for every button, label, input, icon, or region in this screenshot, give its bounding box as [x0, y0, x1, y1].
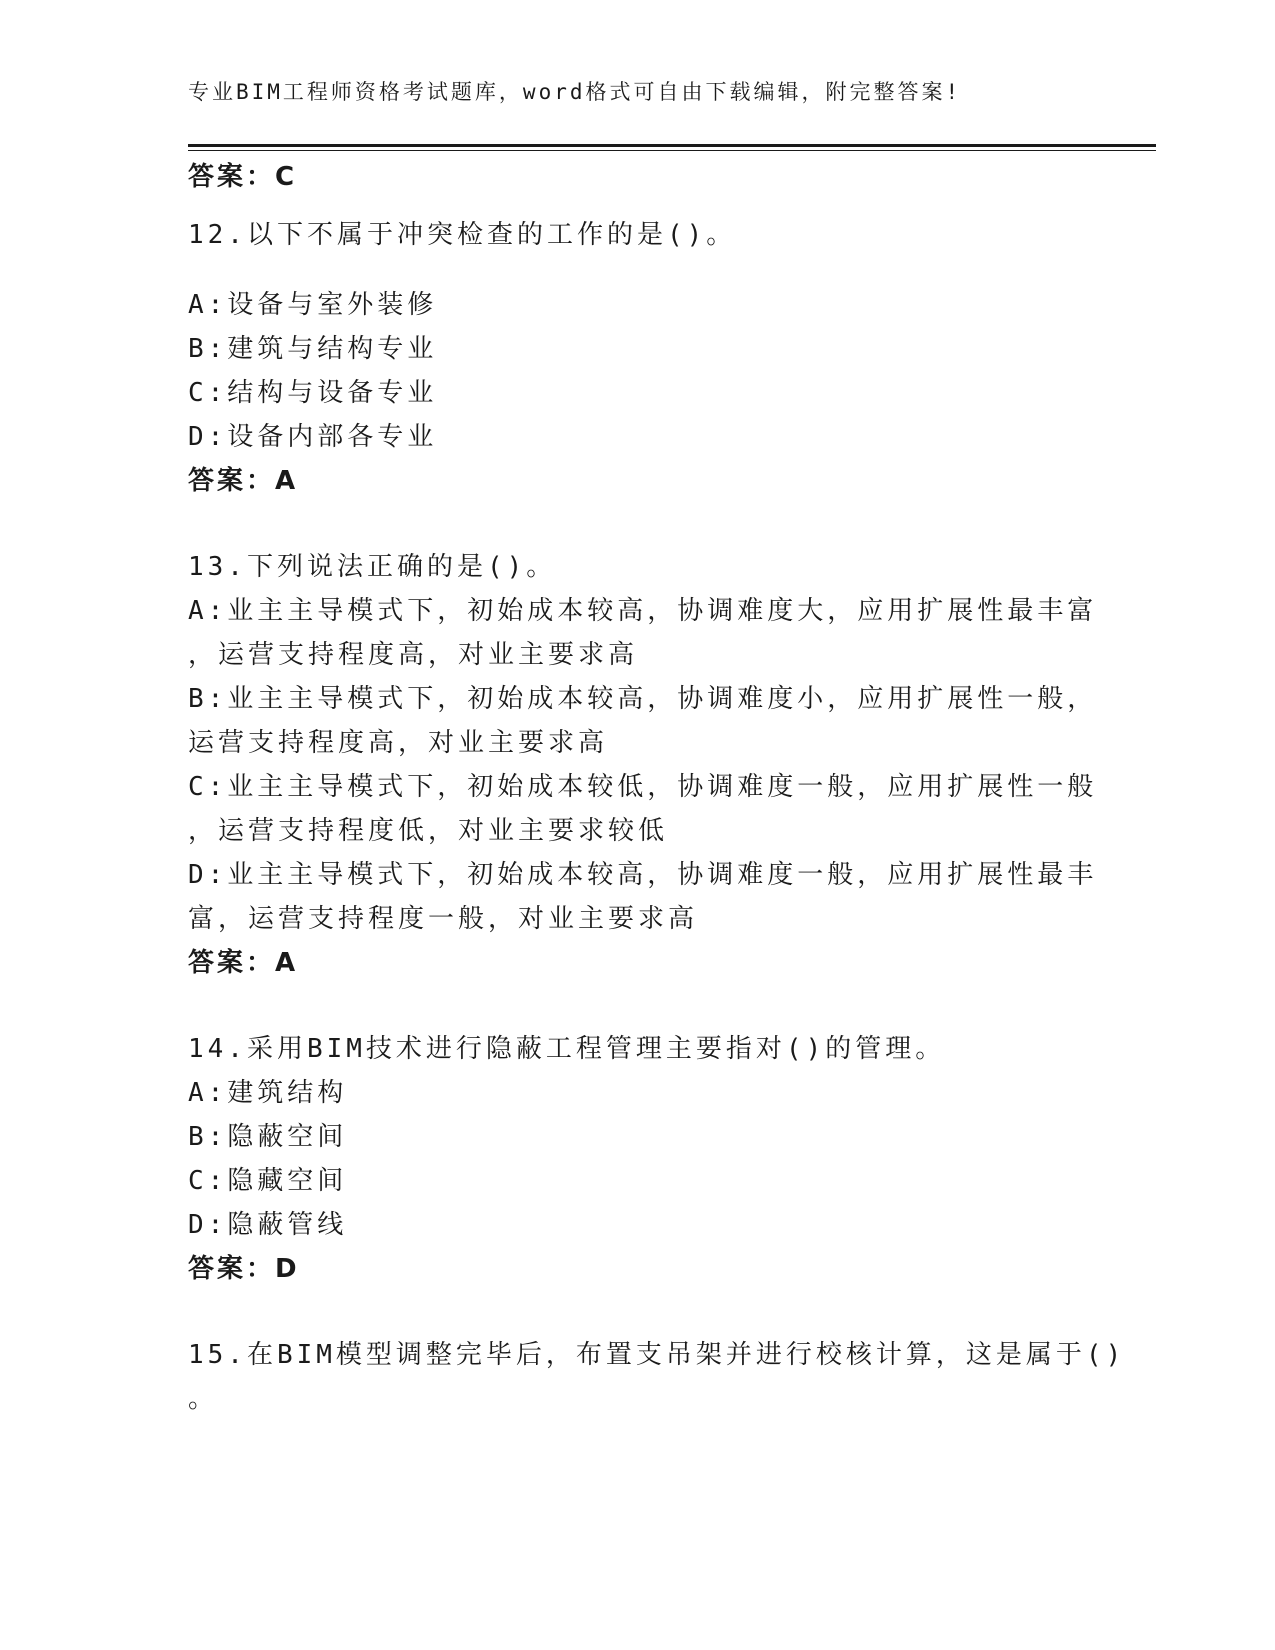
question-13-option-a-line1: A:业主主导模式下，初始成本较高，协调难度大，应用扩展性最丰富 [188, 596, 1098, 626]
answer-q12: 答案：A [188, 466, 299, 496]
header-rule-thick [188, 144, 1156, 147]
question-13-option-c-line1: C:业主主导模式下，初始成本较低，协调难度一般，应用扩展性一般 [188, 772, 1098, 802]
question-12-option-a: A:设备与室外装修 [188, 290, 438, 320]
question-15-stem-line2: 。 [188, 1384, 219, 1414]
header-rule-thin [188, 150, 1156, 151]
question-13-option-d-line1: D:业主主导模式下，初始成本较高，协调难度一般，应用扩展性最丰 [188, 860, 1098, 890]
question-12-option-b: B:建筑与结构专业 [188, 334, 438, 364]
question-13-option-d-line2: 富，运营支持程度一般，对业主要求高 [188, 904, 699, 934]
answer-q13: 答案：A [188, 948, 299, 978]
question-15-stem-line1: 15.在BIM模型调整完毕后，布置支吊架并进行校核计算，这是属于() [188, 1340, 1126, 1370]
question-14-option-c: C:隐藏空间 [188, 1166, 348, 1196]
question-14-option-a: A:建筑结构 [188, 1078, 348, 1108]
answer-q14: 答案：D [188, 1254, 300, 1284]
question-14-option-b: B:隐蔽空间 [188, 1122, 348, 1152]
answer-q11: 答案：C [188, 162, 298, 192]
question-14-stem: 14.采用BIM技术进行隐蔽工程管理主要指对()的管理。 [188, 1034, 946, 1064]
question-13-option-b-line1: B:业主主导模式下，初始成本较高，协调难度小，应用扩展性一般， [188, 684, 1098, 714]
question-12-option-c: C:结构与设备专业 [188, 378, 438, 408]
question-12-stem: 12.以下不属于冲突检查的工作的是()。 [188, 220, 737, 250]
question-13-option-b-line2: 运营支持程度高，对业主要求高 [188, 728, 609, 758]
question-12-option-d: D:设备内部各专业 [188, 422, 438, 452]
page-header: 专业BIM工程师资格考试题库，word格式可自由下载编辑，附完整答案! [188, 80, 962, 104]
question-13-option-a-line2: ，运营支持程度高，对业主要求高 [188, 640, 639, 670]
question-14-option-d: D:隐蔽管线 [188, 1210, 348, 1240]
question-13-stem: 13.下列说法正确的是()。 [188, 552, 557, 582]
question-13-option-c-line2: ，运营支持程度低，对业主要求较低 [188, 816, 669, 846]
